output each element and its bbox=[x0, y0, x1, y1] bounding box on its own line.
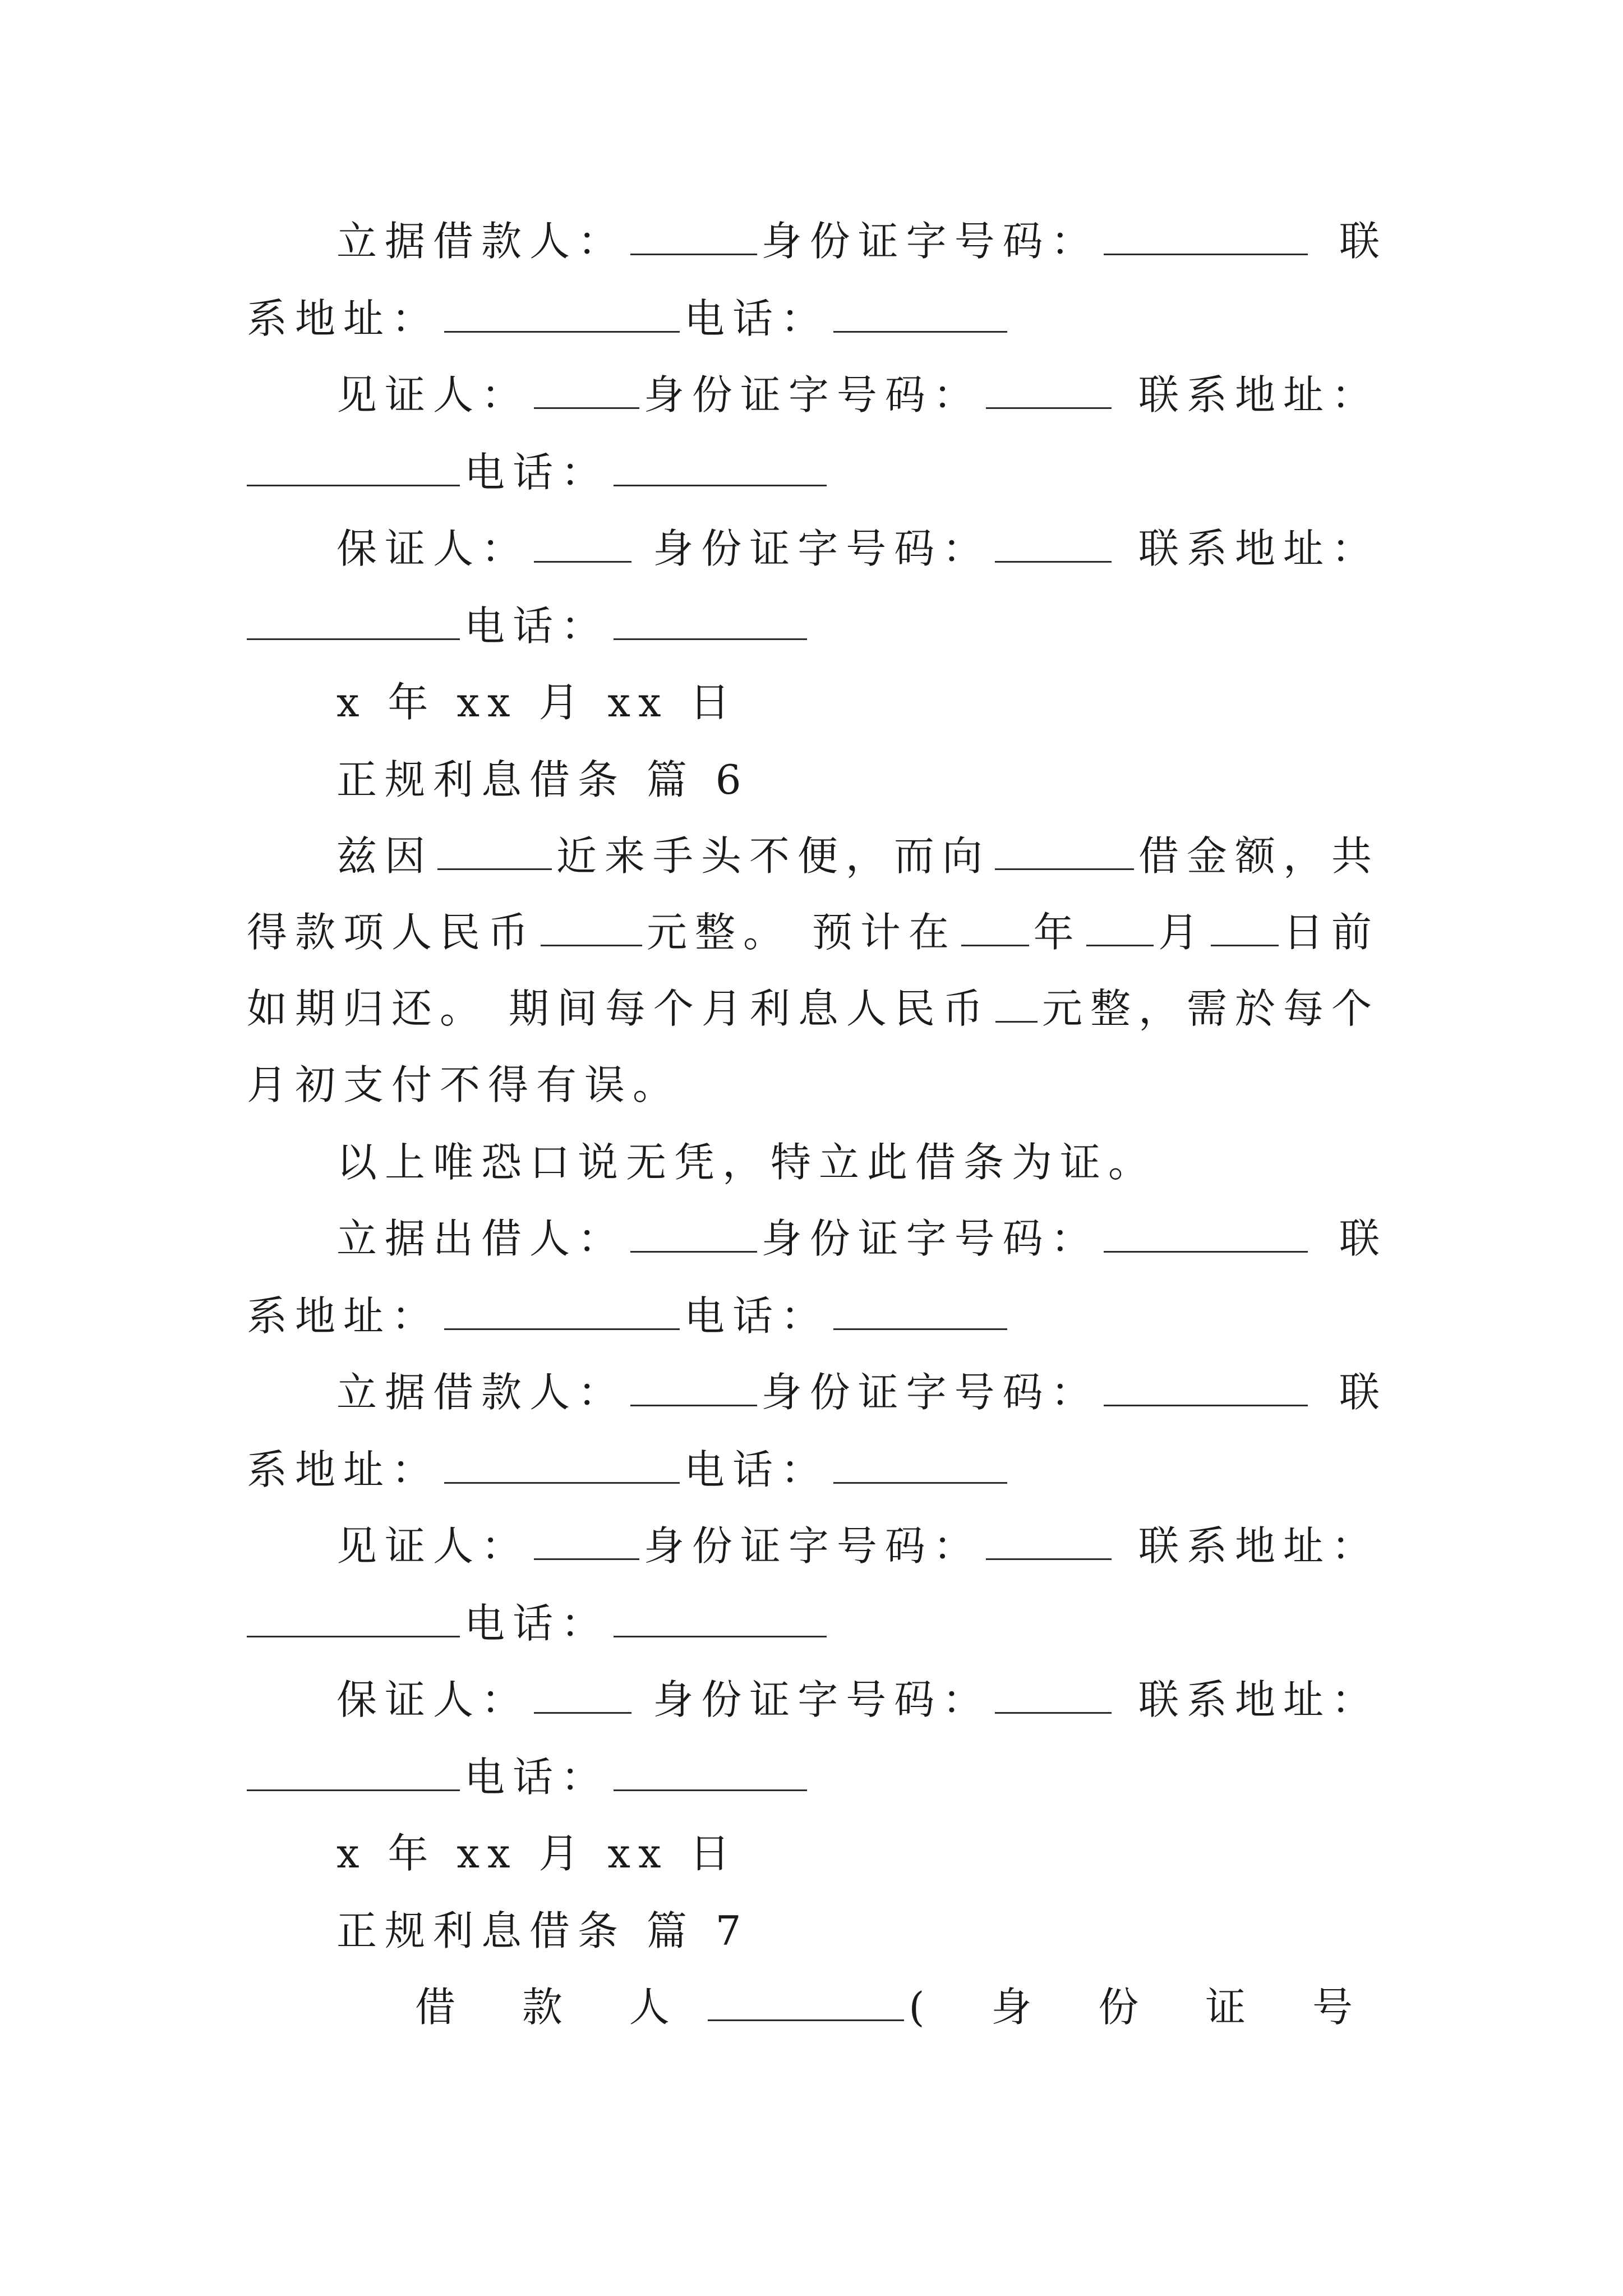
borrower2-id-blank bbox=[1104, 1393, 1308, 1406]
borrower2-line bbox=[336, 1364, 1380, 1420]
para6-text-g: 元整，需於每个 bbox=[1041, 985, 1380, 1032]
reason-blank bbox=[437, 857, 552, 870]
lender-phone-label: 电话： bbox=[684, 1292, 829, 1340]
guarantor-phone-line bbox=[247, 598, 1380, 654]
phone-label: 电话： bbox=[684, 295, 829, 342]
borrower2-contact-part1: 联 bbox=[1339, 1369, 1380, 1416]
borrower2-address-blank bbox=[444, 1471, 680, 1484]
guarantor-phone-label: 电话： bbox=[464, 602, 610, 650]
guarantor2-id-blank bbox=[995, 1701, 1112, 1714]
year-blank bbox=[961, 933, 1029, 946]
borrower2-contact-part2: 系地址： bbox=[247, 1446, 440, 1493]
para6-day-label: 日前 bbox=[1283, 909, 1380, 956]
guarantor2-line bbox=[336, 1672, 1380, 1728]
guarantor-phone-blank bbox=[614, 627, 807, 640]
date-text: x 年 xx 月 xx 日 bbox=[336, 679, 738, 726]
witness-phone-line bbox=[247, 444, 1380, 500]
para6-text-e: 元整。 预计在 bbox=[647, 909, 957, 956]
borrower2-id-label: 身份证字号码： bbox=[761, 1369, 1099, 1416]
paragraph-6-line-2 bbox=[247, 904, 1380, 960]
guarantor2-phone-blank bbox=[614, 1778, 807, 1791]
witness-line bbox=[336, 367, 1380, 423]
para6-text-a: 兹因 bbox=[336, 832, 434, 880]
witness-phone-label: 电话： bbox=[464, 449, 610, 496]
borrower2-phone-label: 电话： bbox=[684, 1446, 829, 1493]
paragraph-7-line-1 bbox=[415, 1979, 1380, 2035]
witness-address-label: 联系地址： bbox=[1138, 371, 1380, 418]
borrower2-label: 立据借款人： bbox=[336, 1369, 626, 1416]
id-blank bbox=[1104, 242, 1308, 255]
guarantor2-phone-label: 电话： bbox=[464, 1754, 610, 1801]
lender-name-blank bbox=[630, 1240, 757, 1253]
para6-text-f: 如期归还。 期间每个月利息人民币 bbox=[247, 985, 991, 1032]
lender-label: 立据出借人： bbox=[336, 1215, 626, 1262]
paragraph-6-line-3 bbox=[247, 981, 1380, 1037]
interest-blank bbox=[995, 1010, 1038, 1023]
borrower-label: 立据借款人： bbox=[336, 218, 626, 265]
address-blank bbox=[444, 320, 680, 333]
borrower-line bbox=[336, 213, 1380, 269]
paragraph-6-line-5 bbox=[336, 1134, 1380, 1190]
witness2-label: 见证人： bbox=[336, 1522, 530, 1570]
lender-id-label: 身份证字号码： bbox=[761, 1215, 1099, 1262]
guarantor-id-label: 身份证字号码： bbox=[653, 525, 991, 572]
witness2-phone-label: 电话： bbox=[464, 1600, 610, 1647]
witness-phone-blank bbox=[614, 473, 827, 486]
para6-text-h: 月初支付不得有误。 bbox=[247, 1061, 681, 1108]
guarantor-address-label: 联系地址： bbox=[1138, 525, 1380, 572]
para6-text-b: 近来手头不便，而向 bbox=[556, 832, 990, 880]
witness2-phone-blank bbox=[614, 1625, 827, 1637]
date2-text: x 年 xx 月 xx 日 bbox=[336, 1830, 738, 1877]
lender-address-line bbox=[247, 1288, 1380, 1344]
witness2-phone-line bbox=[247, 1595, 1380, 1651]
heading-7-text: 正规利息借条 篇 7 bbox=[336, 1907, 749, 1954]
section-heading-7 bbox=[336, 1903, 1380, 1959]
guarantor-blank bbox=[534, 550, 631, 563]
para6-text-i: 以上唯恐口说无凭，特立此借条为证。 bbox=[336, 1139, 1157, 1186]
id-label: 身份证字号码： bbox=[761, 218, 1099, 265]
guarantor-address-blank bbox=[247, 627, 460, 640]
guarantor-id-blank bbox=[995, 550, 1112, 563]
guarantor-label: 保证人： bbox=[336, 525, 530, 572]
para7-borrower-label: 借 款 人 bbox=[415, 1984, 697, 2031]
day-blank bbox=[1211, 933, 1279, 946]
witness-id-blank bbox=[986, 396, 1112, 409]
para6-text-c: 借金额，共 bbox=[1138, 832, 1380, 880]
amount-blank bbox=[541, 933, 642, 946]
witness-id-label: 身份证字号码： bbox=[643, 371, 981, 418]
borrower2-address-line bbox=[247, 1442, 1380, 1498]
borrower2-blank bbox=[630, 1393, 757, 1406]
lender-line bbox=[336, 1211, 1380, 1267]
paragraph-6-line-1 bbox=[336, 828, 1380, 884]
lender-id-blank bbox=[1104, 1240, 1308, 1253]
para6-year-label: 年 bbox=[1033, 909, 1082, 956]
para7-borrower-blank bbox=[708, 2008, 905, 2021]
guarantor-line bbox=[336, 521, 1380, 577]
witness2-address-blank bbox=[247, 1625, 460, 1637]
guarantor2-phone-line bbox=[247, 1749, 1380, 1805]
para6-month-label: 月 bbox=[1158, 909, 1207, 956]
lender-address-blank bbox=[444, 1317, 680, 1330]
witness2-id-label: 身份证字号码： bbox=[643, 1522, 981, 1570]
witness-label: 见证人： bbox=[336, 371, 530, 418]
section-heading-6 bbox=[336, 752, 1380, 808]
borrower-blank bbox=[630, 242, 757, 255]
witness2-line bbox=[336, 1518, 1380, 1574]
contact-label-part2: 系地址： bbox=[247, 295, 440, 342]
witness2-address-label: 联系地址： bbox=[1138, 1522, 1380, 1570]
lender-blank bbox=[995, 857, 1134, 870]
heading-6-text: 正规利息借条 篇 6 bbox=[336, 756, 749, 803]
para7-id-label: ( 身 份 证 号 bbox=[909, 1984, 1380, 2031]
guarantor2-address-label: 联系地址： bbox=[1138, 1676, 1380, 1723]
month-blank bbox=[1086, 933, 1154, 946]
paragraph-6-line-4 bbox=[247, 1057, 1380, 1113]
witness2-id-blank bbox=[986, 1547, 1112, 1560]
witness2-blank bbox=[534, 1547, 639, 1560]
guarantor2-id-label: 身份证字号码： bbox=[653, 1676, 991, 1723]
lender-contact-part1: 联 bbox=[1339, 1215, 1380, 1262]
date2-line bbox=[336, 1825, 1380, 1881]
para6-text-d: 得款项人民币 bbox=[247, 909, 537, 956]
contact-label-part1: 联 bbox=[1339, 218, 1380, 265]
address-line bbox=[247, 291, 1380, 347]
guarantor2-label: 保证人： bbox=[336, 1676, 530, 1723]
phone-blank bbox=[833, 320, 1007, 333]
borrower2-phone-blank bbox=[833, 1471, 1007, 1484]
witness-blank bbox=[534, 396, 639, 409]
lender-contact-part2: 系地址： bbox=[247, 1292, 440, 1340]
guarantor2-blank bbox=[534, 1701, 631, 1714]
lender-phone-blank bbox=[833, 1317, 1007, 1330]
date-line bbox=[336, 674, 1380, 730]
guarantor2-address-blank bbox=[247, 1778, 460, 1791]
witness-address-blank bbox=[247, 473, 460, 486]
